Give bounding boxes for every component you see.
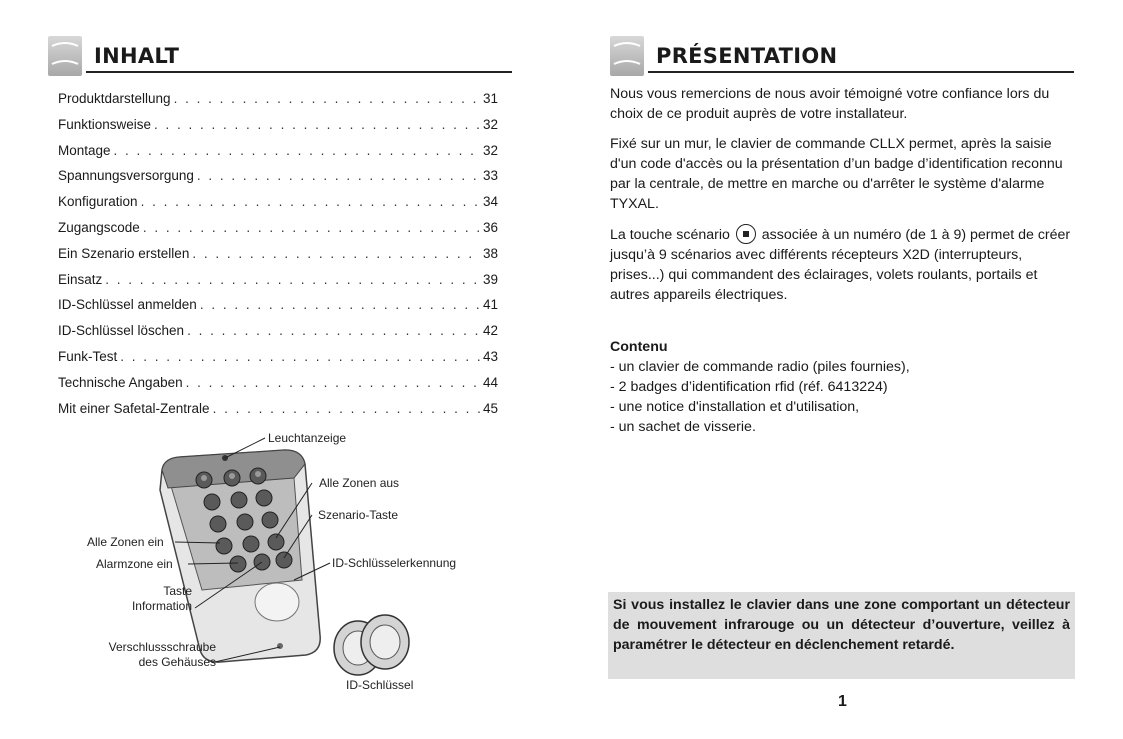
heading-rule [86,71,512,73]
right-page [562,0,1123,739]
toc-label: Montage [58,142,111,158]
toc-item [58,401,498,427]
toc-item [58,143,498,169]
toc-label: Spannungsversorgung [58,168,194,184]
list-item: - une notice d'installation et d'utilisation, [610,399,860,415]
heading-rule [648,71,1074,73]
toc-leader [192,246,480,261]
section-heading [48,36,512,76]
toc-page: 42 [482,323,498,339]
toc-label: Ein Szenario erstellen [58,245,190,261]
callout-verschlussschraube [90,640,216,670]
paragraph-description: Fixé sur un mur, le clavier de commande CLLX permet, après la saisie d'un code d'accès ou la présentation d’un badge d’identification reconnu par la centrale, de mettre en marche ou d'arrêter le système d'alarme TYXAL. [610,136,1063,212]
toc-leader [187,323,480,338]
toc-page: 41 [482,297,498,313]
toc-page: 34 [482,194,498,210]
callout-alle-zonen-ein: Alle Zonen ein [87,535,164,549]
toc-leader [154,117,480,132]
table-of-contents [58,91,498,426]
toc-label: Mit einer Safetal-Zentrale [58,400,210,416]
presentation-body [610,84,1076,315]
toc-page: 36 [482,219,498,235]
toc-page: 44 [482,374,498,390]
page-title: PRÉSENTATION [656,44,838,68]
toc-leader [141,194,480,209]
toc-page: 45 [482,400,498,416]
page-number: 1 [838,693,847,710]
toc-label: Einsatz [58,271,103,287]
toc-leader [186,375,480,390]
paragraph-scenario [610,224,1076,305]
toc-item [58,246,498,272]
toc-leader [114,143,480,158]
section-tab-icon [48,36,82,76]
toc-item [58,349,498,375]
callout-id-schluessel: ID-Schlüssel [346,678,414,692]
callout-taste-line2: Information [131,599,192,613]
contents-list [610,337,1076,437]
toc-item [58,272,498,298]
toc-page: 32 [482,116,498,132]
scenario-text-before: La touche scénario [610,227,730,243]
toc-label: Funk-Test [58,348,118,364]
toc-leader [197,168,480,183]
toc-label: Zugangscode [58,219,140,235]
section-heading [610,36,1074,76]
scenario-key-icon [736,224,756,244]
installation-notice: Si vous installez le clavier dans une zone comportant un détecteur de mouvement infrarouge ou un détecteur d’ouverture, veillez à paramétrer le détecteur en déclenchement retardé. [608,592,1075,679]
callout-alle-zonen-aus: Alle Zonen aus [319,476,400,490]
callout-schraube-line1: Verschlussschraube [108,640,216,654]
toc-item [58,220,498,246]
toc-label: ID-Schlüssel anmelden [58,297,197,313]
toc-page: 39 [482,271,498,287]
toc-leader [143,220,480,235]
toc-item [58,323,498,349]
callout-id-erkennung: ID-Schlüsselerkennung [332,556,457,570]
toc-label: Funktionsweise [58,116,152,132]
toc-item [58,375,498,401]
list-item: - 2 badges d’identification rfid (réf. 6413224) [610,379,888,395]
callout-taste-line1: Taste [163,584,192,598]
toc-page: 32 [482,142,498,158]
toc-leader [174,91,480,106]
paragraph-intro: Nous vous remercions de nous avoir témoigné votre confiance lors du choix de ce produit auprès de votre installateur. [610,86,1050,122]
page-title: INHALT [94,44,180,68]
toc-item [58,297,498,323]
callout-alarmzone-ein: Alarmzone ein [96,557,173,571]
list-item: - un sachet de visserie. [610,419,756,435]
toc-page: 43 [482,348,498,364]
toc-label: ID-Schlüssel löschen [58,323,185,339]
toc-item [58,194,498,220]
left-page [0,0,560,739]
toc-leader [105,272,480,287]
toc-leader [120,349,480,364]
toc-page: 33 [482,168,498,184]
toc-item [58,117,498,143]
section-tab-icon [610,36,644,76]
toc-page: 38 [482,245,498,261]
callout-schraube-line2: des Gehäuses [138,655,216,669]
toc-leader [213,401,480,416]
callout-taste [110,584,192,614]
toc-label: Technische Angaben [58,374,183,390]
list-item: - un clavier de commande radio (piles fournies), [610,359,910,375]
toc-page: 31 [482,91,498,106]
contents-title: Contenu [610,339,668,355]
toc-label: Produktdarstellung [58,91,171,106]
toc-leader [200,297,480,312]
callout-leuchtanzeige: Leuchtanzeige [268,431,347,445]
toc-item [58,168,498,194]
scenario-text-after: associée à un numéro (de 1 à 9) permet de créer jusqu’à 9 scénarios avec différents récepteurs X2D (interrupteurs, prises...) qui commandent des éclairages, volets roulants, portails et autres appareils électriques. [610,227,1071,303]
callout-szenario-taste: Szenario-Taste [318,508,399,522]
toc-label: Konfiguration [58,194,138,210]
toc-item [58,91,498,117]
